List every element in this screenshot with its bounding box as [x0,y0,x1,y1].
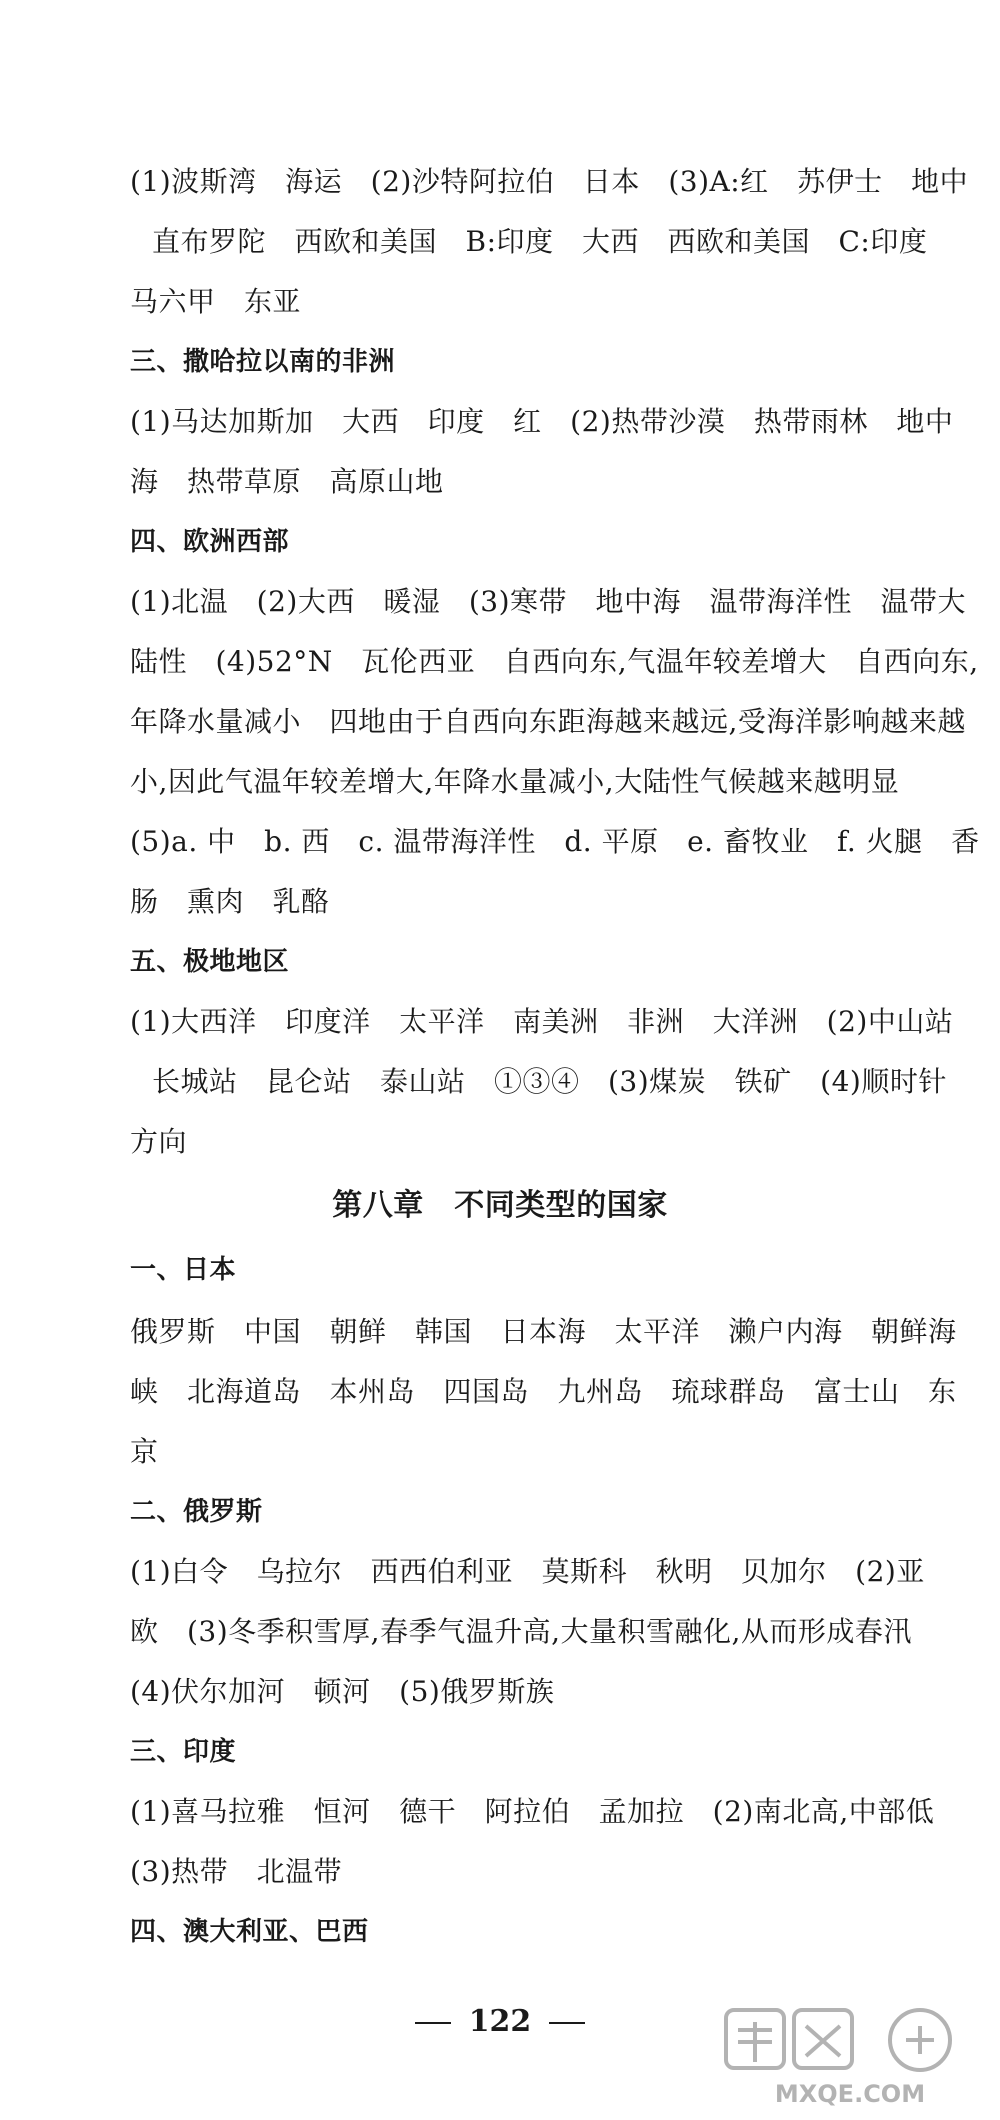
answer-line: (1)白令 乌拉尔 西西伯利亚 莫斯科 秋明 贝加尔 (2)亚 [130,1555,925,1588]
page-number-dash-right [549,2022,585,2024]
section-heading: 三、撒哈拉以南的非洲 [130,347,396,377]
answer-line: 马六甲 东亚 [130,285,302,318]
answer-line: (4)伏尔加河 顿河 (5)俄罗斯族 [130,1675,555,1708]
answer-line: 欧 (3)冬季积雪厚,春季气温升高,大量积雪融化,从而形成春汛 [130,1615,912,1648]
answer-line: 海 热带草原 高原山地 [130,465,444,498]
watermark-text: MXQE.COM [774,2080,926,2108]
answer-line: 峡 北海道岛 本州岛 四国岛 九州岛 琉球群岛 富士山 东 [130,1375,957,1408]
answer-line: (1)波斯湾 海运 (2)沙特阿拉伯 日本 (3)A:红 苏伊士 地中 [130,165,969,198]
answer-line: 俄罗斯 中国 朝鲜 韩国 日本海 太平洋 濑户内海 朝鲜海 [130,1315,957,1348]
section-heading: 四、欧洲西部 [130,527,290,557]
answer-line: (1)马达加斯加 大西 印度 红 (2)热带沙漠 热带雨林 地中 [130,405,954,438]
section-heading: 二、俄罗斯 [130,1497,263,1527]
section-heading: 三、印度 [130,1737,237,1767]
answer-line: (1)大西洋 印度洋 太平洋 南美洲 非洲 大洋洲 (2)中山站 [130,1005,954,1038]
answer-line: 长城站 昆仑站 泰山站 ①③④ (3)煤炭 铁矿 (4)顺时针 [152,1065,947,1098]
chapter-title: 第八章 不同类型的国家 [332,1188,668,1223]
section-heading: 一、日本 [130,1255,237,1285]
section-heading: 五、极地地区 [130,947,290,977]
watermark-logo [720,2002,980,2112]
answer-line: (1)喜马拉雅 恒河 德干 阿拉伯 孟加拉 (2)南北高,中部低 [130,1795,935,1828]
section-heading: 四、澳大利亚、巴西 [130,1917,369,1947]
page-number-dash-left [415,2022,451,2024]
answer-line: (1)北温 (2)大西 暖湿 (3)寒带 地中海 温带海洋性 温带大 [130,585,966,618]
answer-line: 方向 [130,1125,188,1158]
answer-line: (3)热带 北温带 [130,1855,343,1888]
answer-line: 直布罗陀 西欧和美国 B:印度 大西 西欧和美国 C:印度 [152,225,928,258]
answer-line: (5)a. 中 b. 西 c. 温带海洋性 d. 平原 e. 畜牧业 f. 火腿 香 [130,825,980,858]
answer-line: 年降水量减小 四地由于自西向东距海越来越远,受海洋影响越来越 [130,705,966,738]
page-number-text: 122 [468,2004,532,2039]
answer-line: 肠 熏肉 乳酪 [130,885,330,918]
answer-line: 陆性 (4)52°N 瓦伦西亚 自西向东,气温年较差增大 自西向东, [130,645,979,678]
answer-line: 小,因此气温年较差增大,年降水量减小,大陆性气候越来越明显 [130,765,900,798]
answer-line: 京 [130,1435,159,1468]
